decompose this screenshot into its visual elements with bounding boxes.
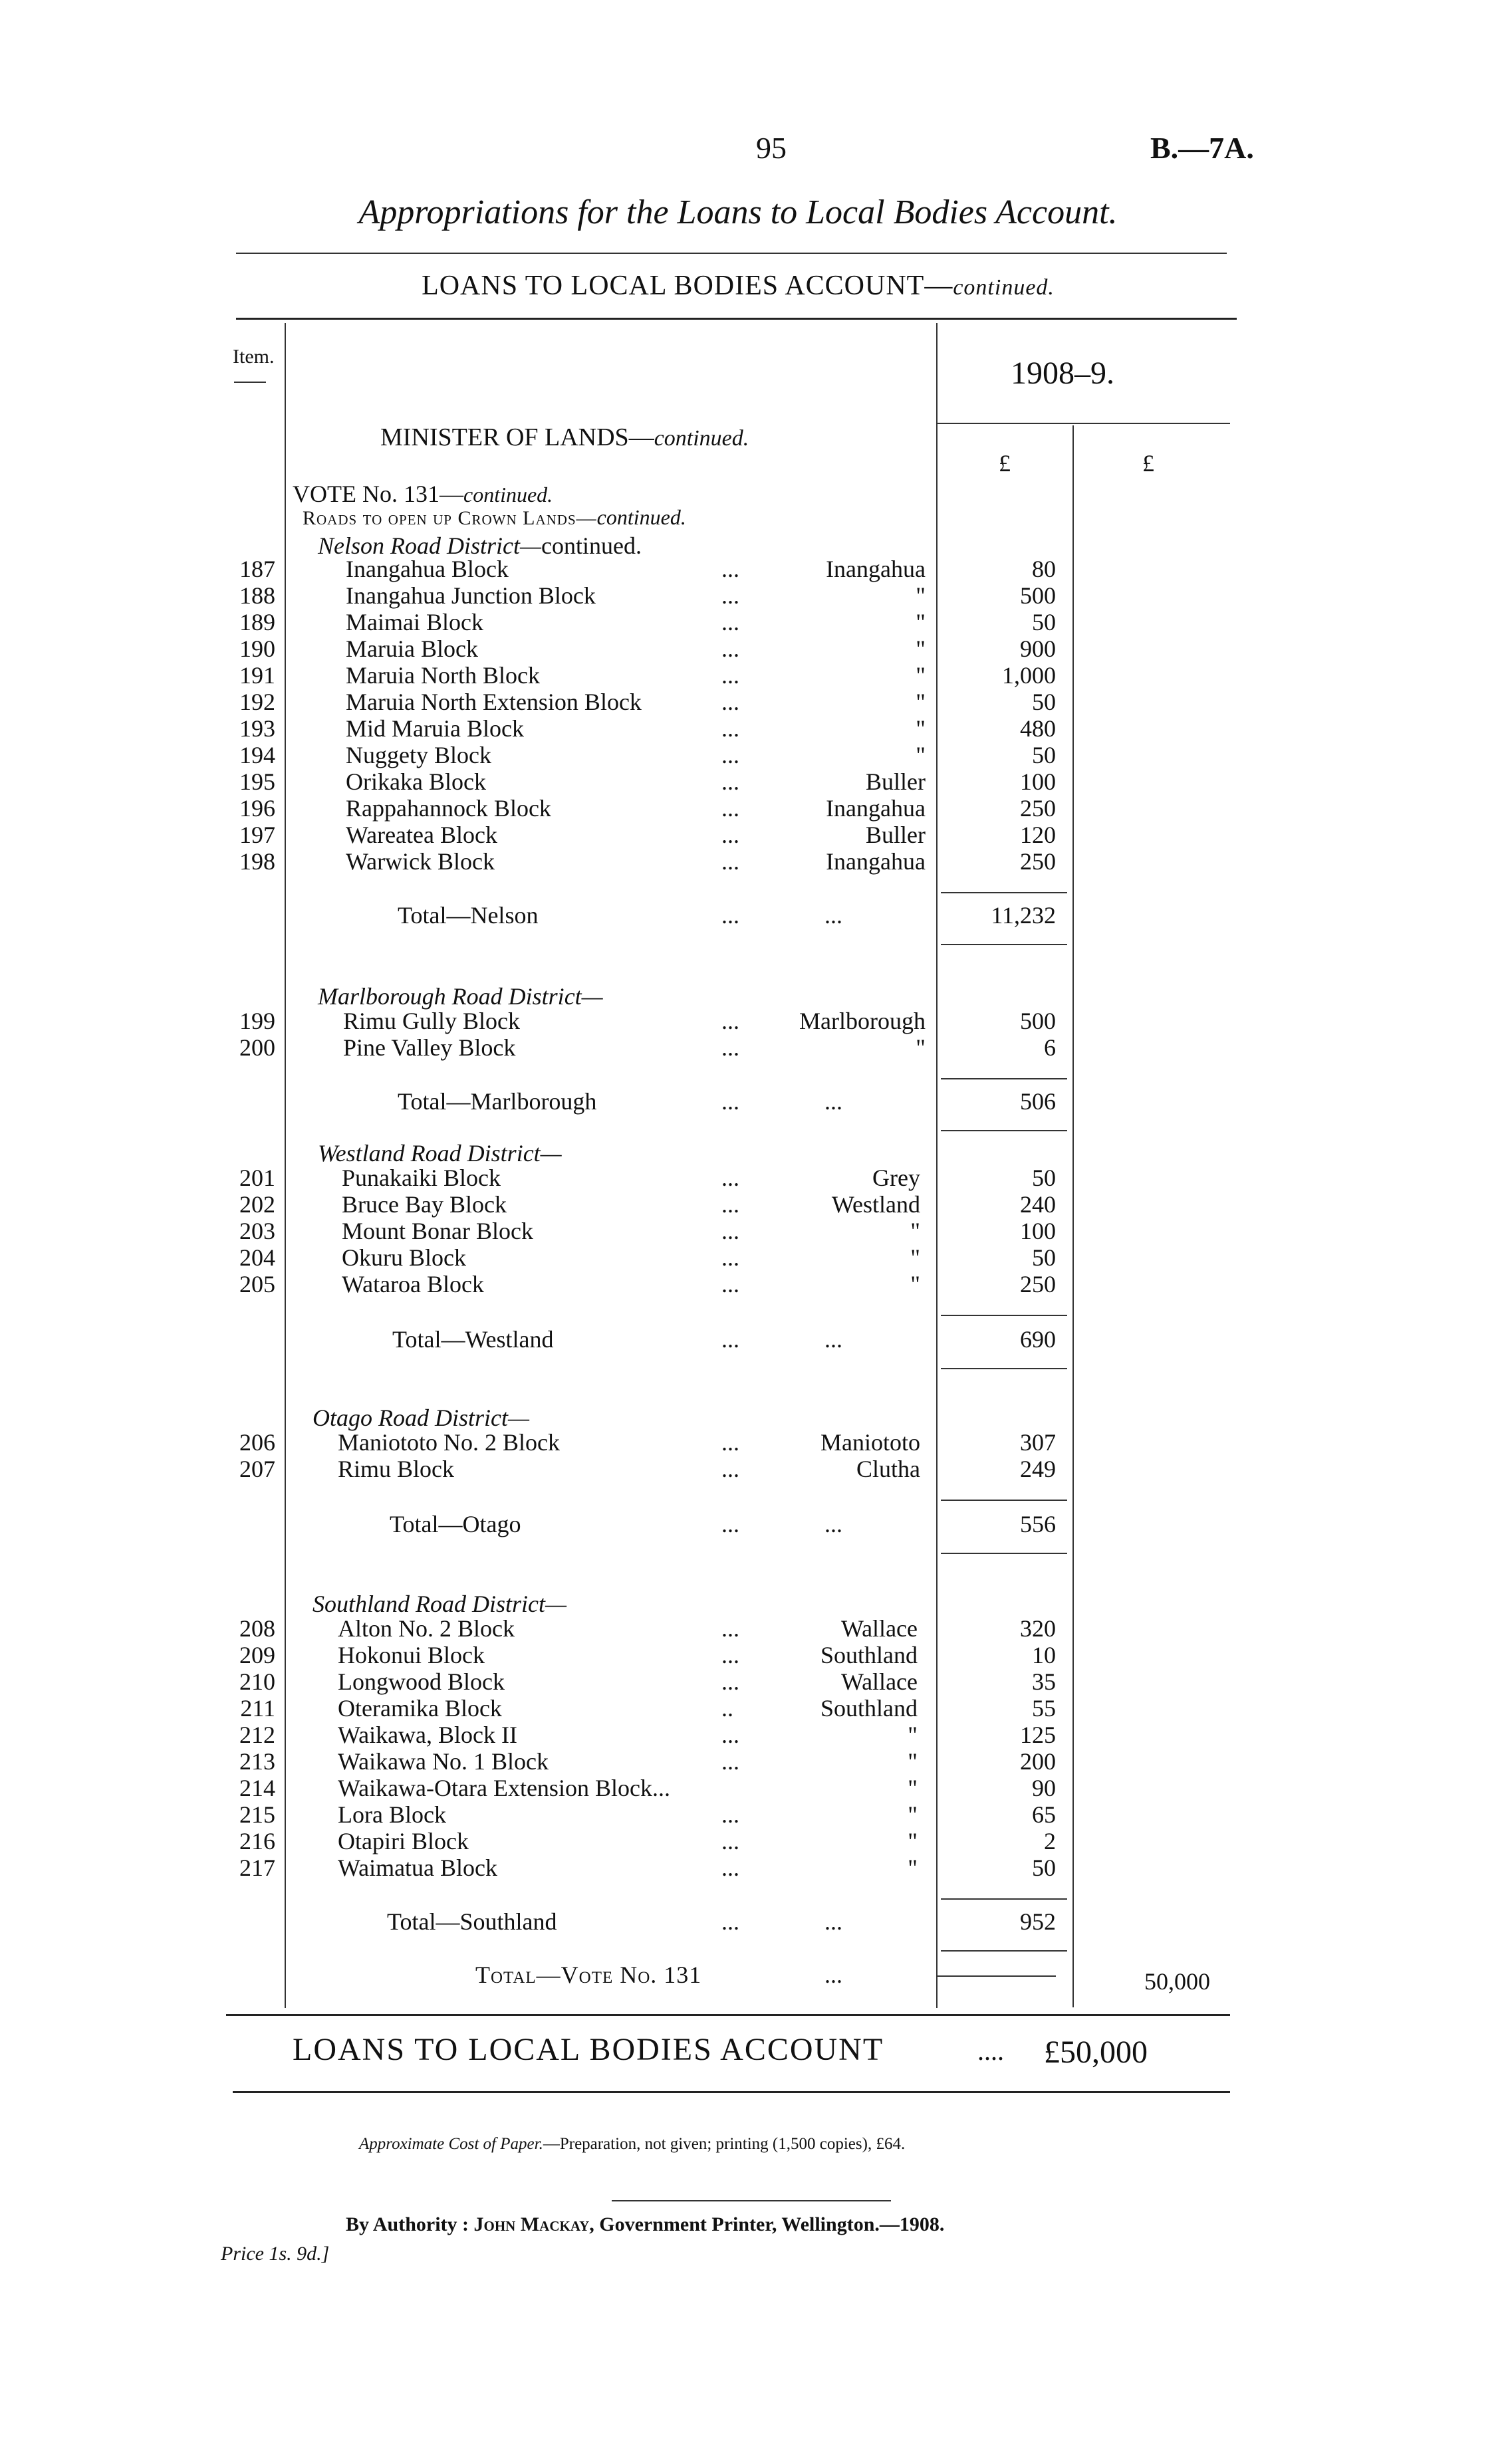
item-number: 197 xyxy=(239,822,275,848)
total-rule xyxy=(941,1315,1067,1316)
total-rule xyxy=(941,1500,1067,1501)
leader-dots: .... xyxy=(977,2036,1004,2066)
leader-dots: ... xyxy=(721,1429,739,1456)
account-summary-label: LOANS TO LOCAL BODIES ACCOUNT xyxy=(293,2032,884,2067)
total-label-southland: Total—Southland xyxy=(387,1908,557,1935)
item-number: 211 xyxy=(240,1695,275,1722)
table-row xyxy=(0,689,1508,715)
block-name: Nuggety Block xyxy=(346,742,491,768)
leader-dots: ... xyxy=(721,768,739,795)
leader-dots: ... xyxy=(721,1008,739,1034)
amount: 120 xyxy=(1020,822,1056,848)
block-name: Rappahannock Block xyxy=(346,795,551,822)
block-name: Oteramika Block xyxy=(338,1695,502,1722)
block-name: Punakaiki Block xyxy=(342,1165,501,1191)
minister-heading: MINISTER OF LANDS—continued. xyxy=(380,423,749,451)
leader-dots: ... xyxy=(721,1722,739,1748)
total-rule xyxy=(941,1950,1067,1952)
block-name: Wareatea Block xyxy=(346,822,497,848)
total-rule xyxy=(941,892,1067,893)
county-name: Inangahua xyxy=(826,556,926,582)
county-name: " xyxy=(916,1034,926,1061)
leader-dots: ... xyxy=(721,822,739,848)
table-row xyxy=(0,1748,1508,1775)
item-number: 214 xyxy=(239,1775,275,1801)
county-name: Inangahua xyxy=(826,795,926,822)
item-number: 204 xyxy=(239,1244,275,1271)
total-rule xyxy=(941,1898,1067,1900)
total-amount-nelson: 11,232 xyxy=(991,902,1056,929)
item-number: 190 xyxy=(239,635,275,662)
block-name: Waimatua Block xyxy=(338,1854,498,1881)
block-name: Hokonui Block xyxy=(338,1642,485,1668)
amount: 50 xyxy=(1032,609,1056,635)
page-number: 95 xyxy=(756,131,787,165)
leader-dots: ... xyxy=(824,1511,842,1537)
block-name: Okuru Block xyxy=(342,1244,466,1271)
district-heading-nelson: Nelson Road District—continued. xyxy=(318,532,642,559)
county-name: Clutha xyxy=(856,1456,920,1482)
table-row xyxy=(0,1615,1508,1642)
leader-dots: ... xyxy=(721,1034,739,1061)
county-name: Wallace xyxy=(840,1615,918,1642)
leader-dots: .. xyxy=(721,1695,733,1722)
amount: 249 xyxy=(1020,1456,1056,1482)
table-row xyxy=(0,1668,1508,1695)
amount: 65 xyxy=(1032,1801,1056,1828)
account-heading: LOANS TO LOCAL BODIES ACCOUNT—continued. xyxy=(422,271,1055,301)
block-name: Maruia Block xyxy=(346,635,478,662)
table-row xyxy=(0,1642,1508,1668)
total-label-marlborough: Total—Marlborough xyxy=(398,1088,597,1115)
leader-dots: ... xyxy=(721,795,739,822)
county-name: " xyxy=(916,715,926,742)
amount: 500 xyxy=(1020,1008,1056,1034)
leader-dots: ... xyxy=(721,1748,739,1775)
county-name: " xyxy=(910,1218,920,1244)
price-note: Price 1s. 9d.] xyxy=(221,2243,330,2265)
county-name: " xyxy=(908,1828,918,1854)
amount: 55 xyxy=(1032,1695,1056,1722)
summary-rule xyxy=(233,2091,1230,2093)
item-number: 217 xyxy=(239,1854,275,1881)
total-rule xyxy=(941,944,1067,945)
county-name: " xyxy=(908,1801,918,1828)
block-name: Orikaka Block xyxy=(346,768,486,795)
leader-dots: ... xyxy=(721,609,739,635)
footer-rule xyxy=(612,2200,891,2201)
table-row xyxy=(0,662,1508,689)
leader-dots: ... xyxy=(721,1668,739,1695)
county-name: Buller xyxy=(866,822,926,848)
item-number: 208 xyxy=(239,1615,275,1642)
vote-total-amount: 50,000 xyxy=(1144,1968,1210,1995)
table-row xyxy=(0,1695,1508,1722)
county-name: " xyxy=(916,662,926,689)
cost-of-paper-note: Approximate Cost of Paper.—Preparation, not given; printing (1,500 copies), £64. xyxy=(359,2135,906,2153)
vote-heading: VOTE No. 131—continued. xyxy=(293,481,553,507)
leader-dots: ... xyxy=(721,1801,739,1828)
table-row xyxy=(0,1008,1508,1034)
block-name: Wataroa Block xyxy=(342,1271,485,1297)
item-number: 201 xyxy=(239,1165,275,1191)
leader-dots: ... xyxy=(824,1961,842,1988)
block-name: Inangahua Junction Block xyxy=(346,582,596,609)
amount: 250 xyxy=(1020,848,1056,875)
total-amount-southland: 952 xyxy=(1020,1908,1056,1935)
leader-dots: ... xyxy=(721,1191,739,1218)
table-row xyxy=(0,635,1508,662)
leader-dots: ... xyxy=(721,1271,739,1297)
county-name: " xyxy=(910,1244,920,1271)
block-name: Maruia North Block xyxy=(346,662,540,689)
amount: 80 xyxy=(1032,556,1056,582)
account-summary-amount: £50,000 xyxy=(1044,2035,1148,2070)
block-name: Rimu Gully Block xyxy=(343,1008,521,1034)
leader-dots: ... xyxy=(824,902,842,929)
table-row xyxy=(0,556,1508,582)
county-name: Southland xyxy=(820,1642,918,1668)
county-name: " xyxy=(916,635,926,662)
leader-dots: ... xyxy=(721,662,739,689)
leader-dots: ... xyxy=(721,1908,739,1935)
table-row xyxy=(0,1775,1508,1801)
table-row xyxy=(0,1828,1508,1854)
table-row xyxy=(0,795,1508,822)
document-reference: B.—7A. xyxy=(1150,131,1254,165)
leader-dots: ... xyxy=(721,1828,739,1854)
block-name: Waikawa No. 1 Block xyxy=(338,1748,549,1775)
county-name: " xyxy=(908,1748,918,1775)
leader-dots: ... xyxy=(721,1511,739,1537)
total-label-westland: Total—Westland xyxy=(392,1326,554,1353)
amount: 50 xyxy=(1032,1244,1056,1271)
leader-dots: ... xyxy=(824,1326,842,1353)
leader-dots: ... xyxy=(721,1642,739,1668)
table-row xyxy=(0,742,1508,768)
table-row xyxy=(0,582,1508,609)
year-column-header: 1908–9. xyxy=(1011,356,1114,391)
pound-symbol: £ xyxy=(999,450,1011,477)
block-name: Inangahua Block xyxy=(346,556,509,582)
total-amount-otago: 556 xyxy=(1020,1511,1056,1537)
county-name: " xyxy=(908,1722,918,1748)
year-header-rule xyxy=(938,423,1230,424)
leader-dots: ... xyxy=(721,902,739,929)
county-name: " xyxy=(916,582,926,609)
block-name: Lora Block xyxy=(338,1801,446,1828)
table-row xyxy=(0,1429,1508,1456)
table-row xyxy=(0,822,1508,848)
item-number: 191 xyxy=(239,662,275,689)
district-heading-marlborough: Marlborough Road District— xyxy=(318,983,603,1010)
amount: 100 xyxy=(1020,1218,1056,1244)
block-name: Waikawa, Block II xyxy=(338,1722,517,1748)
table-top-rule xyxy=(236,318,1237,320)
table-row xyxy=(0,1271,1508,1297)
table-bottom-rule xyxy=(226,2014,1230,2016)
county-name: " xyxy=(910,1271,920,1297)
block-name: Maniototo No. 2 Block xyxy=(338,1429,560,1456)
amount: 307 xyxy=(1020,1429,1056,1456)
item-number: 202 xyxy=(239,1191,275,1218)
divider xyxy=(236,253,1227,254)
leader-dots: ... xyxy=(721,1615,739,1642)
item-number: 209 xyxy=(239,1642,275,1668)
leader-dots: ... xyxy=(721,848,739,875)
leader-dots: ... xyxy=(721,689,739,715)
amount: 35 xyxy=(1032,1668,1056,1695)
total-rule xyxy=(941,1368,1067,1369)
leader-dots: ... xyxy=(721,1244,739,1271)
county-name: Buller xyxy=(866,768,926,795)
table-row xyxy=(0,1722,1508,1748)
roads-heading: Roads to open up Crown Lands—continued. xyxy=(303,505,686,529)
item-number: 205 xyxy=(239,1271,275,1297)
item-number: 216 xyxy=(239,1828,275,1854)
county-name: Inangahua xyxy=(826,848,926,875)
item-number: 203 xyxy=(239,1218,275,1244)
county-name: " xyxy=(916,689,926,715)
county-name: Westland xyxy=(831,1191,920,1218)
vote-total-label: Total—Vote No. 131 xyxy=(475,1961,702,1988)
amount: 2 xyxy=(1044,1828,1056,1854)
item-number: 192 xyxy=(239,689,275,715)
amount: 500 xyxy=(1020,582,1056,609)
total-rule xyxy=(941,1078,1067,1079)
block-name: Maruia North Extension Block xyxy=(346,689,642,715)
item-number: 210 xyxy=(239,1668,275,1695)
block-name: Mid Maruia Block xyxy=(346,715,524,742)
leader-dots: ... xyxy=(721,1854,739,1881)
county-name: " xyxy=(916,609,926,635)
amount: 240 xyxy=(1020,1191,1056,1218)
table-row xyxy=(0,1191,1508,1218)
item-number: 189 xyxy=(239,609,275,635)
total-rule xyxy=(941,1130,1067,1131)
item-number: 188 xyxy=(239,582,275,609)
block-name: Warwick Block xyxy=(346,848,495,875)
item-number: 193 xyxy=(239,715,275,742)
amount: 900 xyxy=(1020,635,1056,662)
table-row xyxy=(0,768,1508,795)
item-number: 195 xyxy=(239,768,275,795)
county-name: " xyxy=(908,1775,918,1801)
total-amount-marlborough: 506 xyxy=(1020,1088,1056,1115)
item-underline xyxy=(234,382,266,383)
table-row xyxy=(0,1034,1508,1061)
amount: 10 xyxy=(1032,1642,1056,1668)
district-heading-westland: Westland Road District— xyxy=(318,1140,562,1167)
county-name: Marlborough xyxy=(799,1008,926,1034)
table-row xyxy=(0,1165,1508,1191)
item-number: 187 xyxy=(239,556,275,582)
leader-dots: ... xyxy=(721,742,739,768)
amount: 125 xyxy=(1020,1722,1056,1748)
leader-dots: ... xyxy=(721,1088,739,1115)
amount: 90 xyxy=(1032,1775,1056,1801)
table-row xyxy=(0,848,1508,875)
table-row xyxy=(0,1854,1508,1881)
amount: 50 xyxy=(1032,742,1056,768)
table-row xyxy=(0,1801,1508,1828)
leader-dots: ... xyxy=(721,556,739,582)
amount: 50 xyxy=(1032,1854,1056,1881)
table-row xyxy=(0,1244,1508,1271)
block-name: Otapiri Block xyxy=(338,1828,469,1854)
item-number: 215 xyxy=(239,1801,275,1828)
leader-dots: ... xyxy=(721,635,739,662)
total-amount-westland: 690 xyxy=(1020,1326,1056,1353)
item-number: 206 xyxy=(239,1429,275,1456)
table-row xyxy=(0,1218,1508,1244)
leader-dots: ... xyxy=(721,1326,739,1353)
leader-dots: ... xyxy=(721,715,739,742)
total-label-nelson: Total—Nelson xyxy=(398,902,539,929)
leader-dots: ... xyxy=(721,1165,739,1191)
leader-dots: ... xyxy=(721,1218,739,1244)
pound-symbol: £ xyxy=(1142,450,1154,477)
total-rule xyxy=(936,1975,1056,1977)
amount: 50 xyxy=(1032,1165,1056,1191)
item-number: 196 xyxy=(239,795,275,822)
item-number: 212 xyxy=(239,1722,275,1748)
item-number: 213 xyxy=(239,1748,275,1775)
item-number: 199 xyxy=(239,1008,275,1034)
county-name: " xyxy=(916,742,926,768)
district-heading-otago: Otago Road District— xyxy=(313,1404,530,1431)
county-name: Maniototo xyxy=(820,1429,920,1456)
block-name: Maimai Block xyxy=(346,609,483,635)
total-label-otago: Total—Otago xyxy=(390,1511,521,1537)
item-number: 194 xyxy=(239,742,275,768)
item-number: 200 xyxy=(239,1034,275,1061)
leader-dots: ... xyxy=(824,1908,842,1935)
amount: 200 xyxy=(1020,1748,1056,1775)
county-name: Southland xyxy=(820,1695,918,1722)
block-name: Longwood Block xyxy=(338,1668,505,1695)
amount: 250 xyxy=(1020,795,1056,822)
printer-authority: By Authority : John Mackay, Government Printer, Wellington.—1908. xyxy=(346,2213,945,2235)
county-name: Grey xyxy=(872,1165,920,1191)
block-name: Pine Valley Block xyxy=(343,1034,516,1061)
total-rule xyxy=(941,1553,1067,1554)
block-name: Rimu Block xyxy=(338,1456,455,1482)
amount: 1,000 xyxy=(1002,662,1056,689)
district-heading-southland: Southland Road District— xyxy=(313,1591,567,1617)
leader-dots: ... xyxy=(721,582,739,609)
leader-dots: ... xyxy=(824,1088,842,1115)
leader-dots: ... xyxy=(721,1456,739,1482)
block-name: Alton No. 2 Block xyxy=(338,1615,515,1642)
block-name: Bruce Bay Block xyxy=(342,1191,507,1218)
amount: 250 xyxy=(1020,1271,1056,1297)
item-number: 207 xyxy=(239,1456,275,1482)
amount: 100 xyxy=(1020,768,1056,795)
item-number: 198 xyxy=(239,848,275,875)
table-row xyxy=(0,1456,1508,1482)
county-name: " xyxy=(908,1854,918,1881)
block-name: Waikawa-Otara Extension Block... xyxy=(338,1775,670,1801)
amount: 50 xyxy=(1032,689,1056,715)
amount: 320 xyxy=(1020,1615,1056,1642)
page-subtitle: Appropriations for the Loans to Local Bodies Account. xyxy=(358,193,1118,231)
amount: 480 xyxy=(1020,715,1056,742)
county-name: Wallace xyxy=(840,1668,918,1695)
item-column-header: Item. xyxy=(233,346,275,368)
block-name: Mount Bonar Block xyxy=(342,1218,533,1244)
amount: 6 xyxy=(1044,1034,1056,1061)
table-row xyxy=(0,609,1508,635)
table-row xyxy=(0,715,1508,742)
